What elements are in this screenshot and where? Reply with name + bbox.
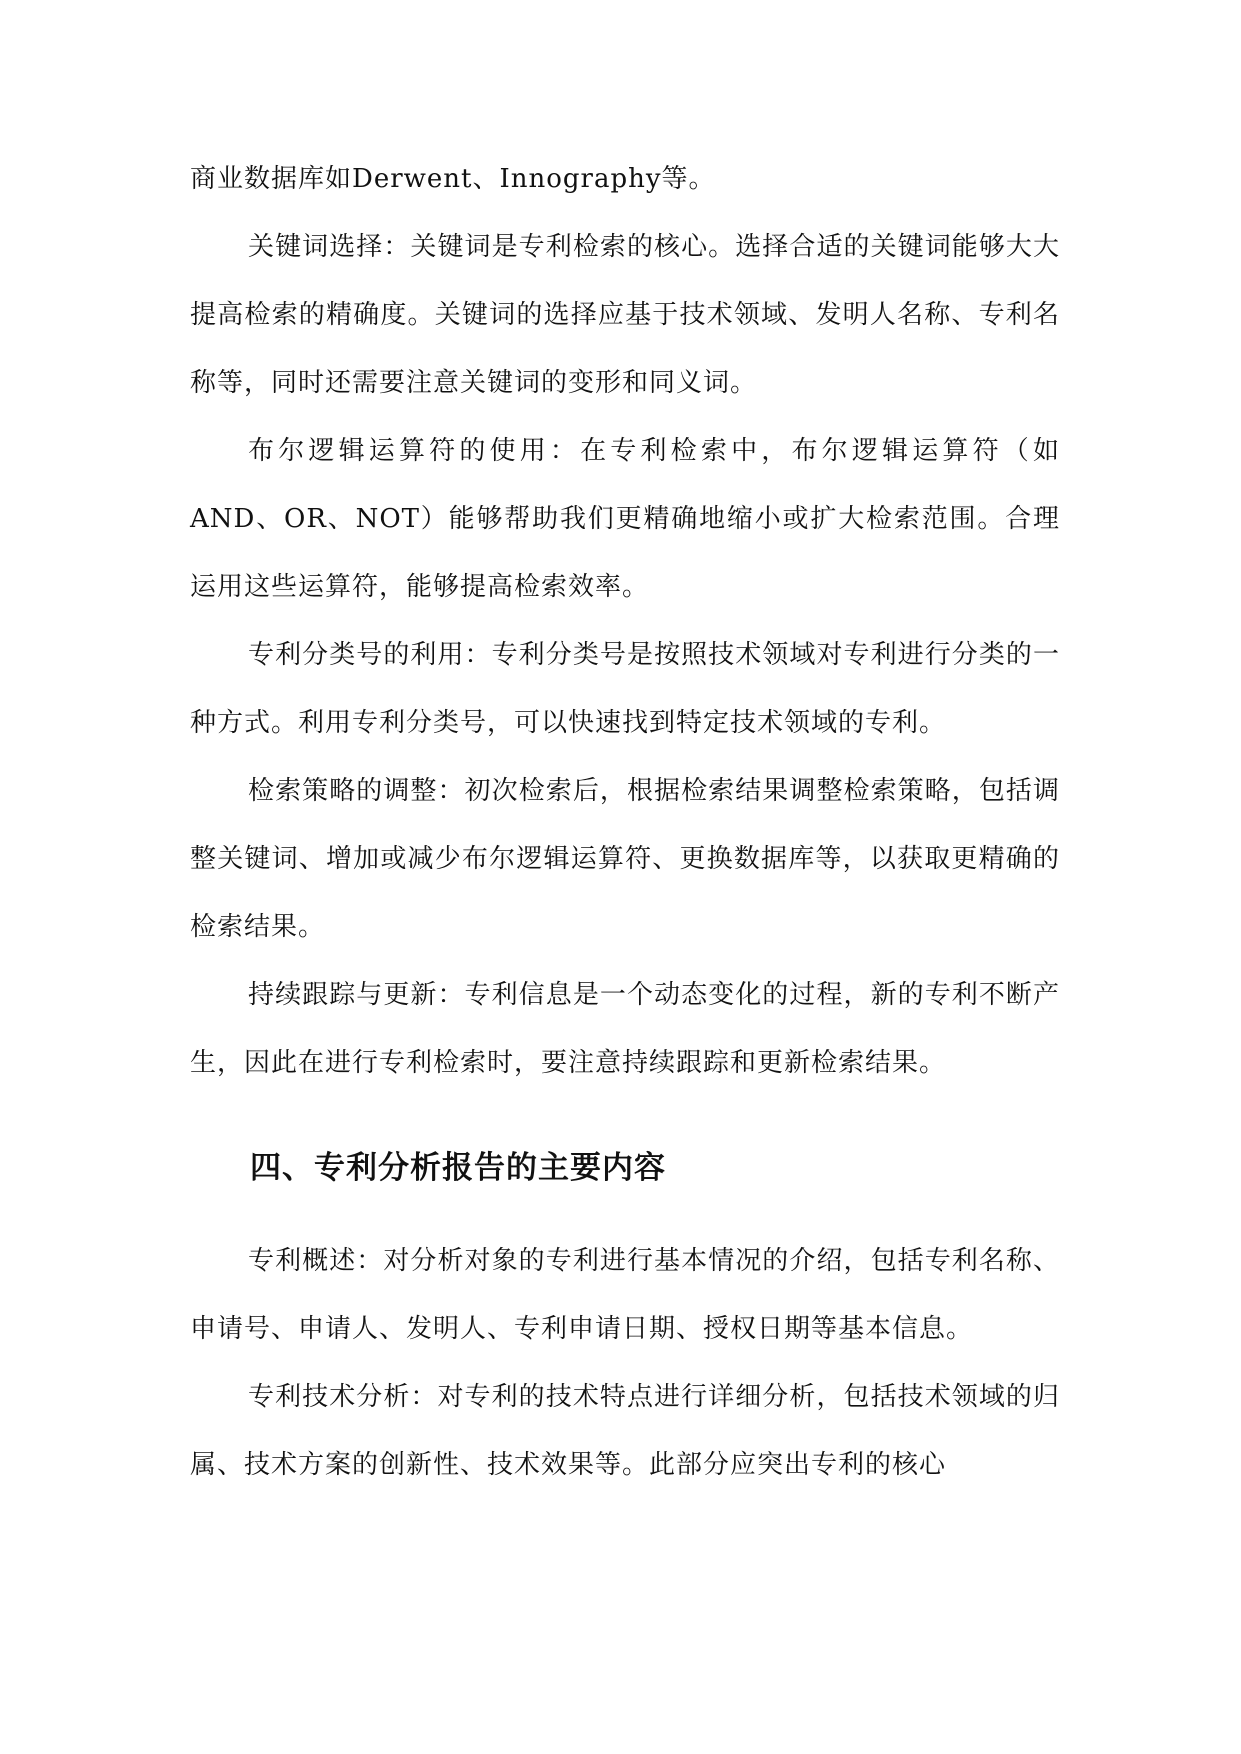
paragraph-strategy-adjustment: 检索策略的调整：初次检索后，根据检索结果调整检索策略，包括调整关键词、增加或减少布尔逻辑运算符、更换数据库等，以获取更精确的检索结果。: [190, 776, 1060, 942]
paragraph-classification-codes: 专利分类号的利用：专利分类号是按照技术领域对专利进行分类的一种方式。利用专利分类号，可以快速找到特定技术领域的专利。: [190, 640, 1060, 738]
paragraph-continuation: 商业数据库如Derwent、Innography等。: [190, 164, 716, 194]
paragraph-technical-analysis: 专利技术分析：对专利的技术特点进行详细分析，包括技术领域的归属、技术方案的创新性、技术效果等。此部分应突出专利的核心: [190, 1382, 1060, 1480]
paragraph-patent-overview: 专利概述：对分析对象的专利进行基本情况的介绍，包括专利名称、申请号、申请人、发明人、专利申请日期、授权日期等基本信息。: [190, 1246, 1060, 1344]
paragraph-keyword-selection: 关键词选择：关键词是专利检索的核心。选择合适的关键词能够大大提高检索的精确度。关键词的选择应基于技术领域、发明人名称、专利名称等，同时还需要注意关键词的变形和同义词。: [190, 232, 1060, 398]
section-heading: 四、专利分析报告的主要内容: [250, 1150, 666, 1186]
paragraph-tracking-updates: 持续跟踪与更新：专利信息是一个动态变化的过程，新的专利不断产生，因此在进行专利检索时，要注意持续跟踪和更新检索结果。: [190, 980, 1060, 1078]
paragraph-boolean-operators: 布尔逻辑运算符的使用：在专利检索中，布尔逻辑运算符（如AND、OR、NOT）能够帮助我们更精确地缩小或扩大检索范围。合理运用这些运算符，能够提高检索效率。: [190, 436, 1060, 602]
document-body: [190, 145, 1060, 1499]
